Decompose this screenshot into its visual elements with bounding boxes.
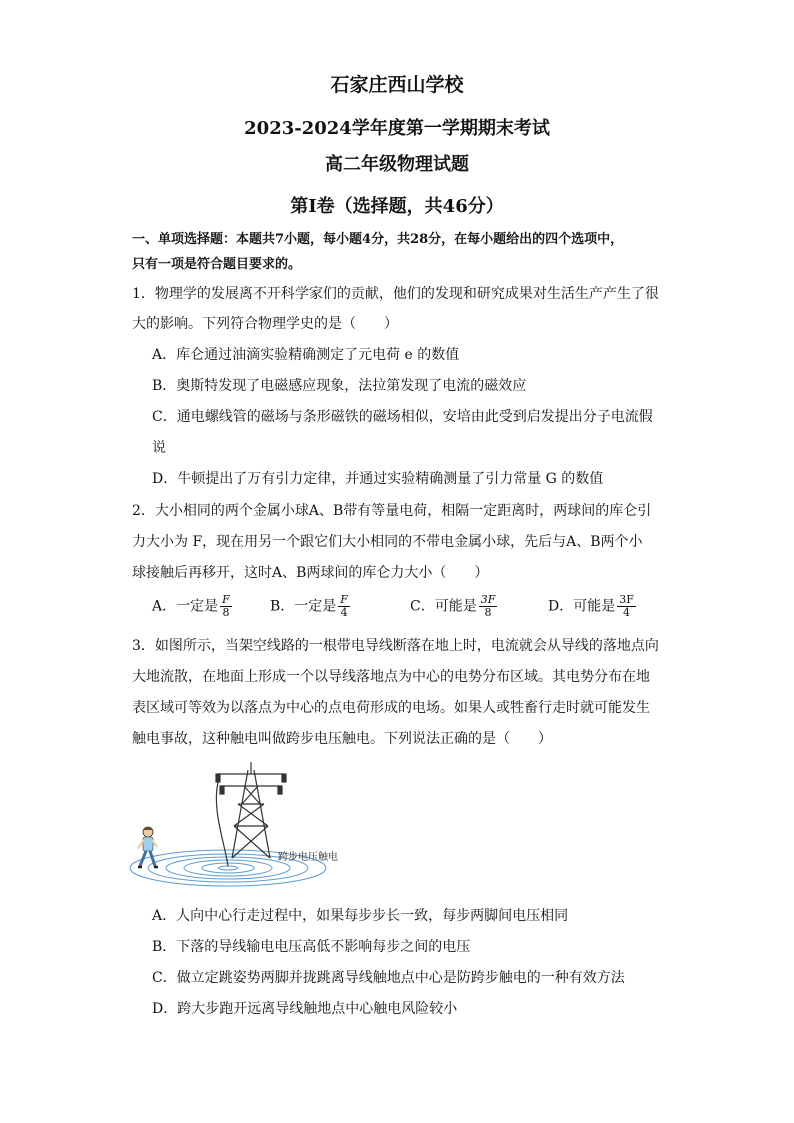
q2-option-a	[152, 594, 232, 619]
q2-option-b-numerator: F	[340, 593, 348, 606]
q2-option-d-fraction	[617, 594, 636, 619]
q1-option-d: D．牛顿提出了万有引力定律，并通过实验精确测量了引力常量 G 的数值	[152, 471, 604, 487]
q2-option-c-numerator: 3F	[480, 593, 496, 606]
q2-option-d-numerator: 3F	[619, 593, 634, 606]
q1-stem-line1: 1．物理学的发展离不开科学家们的贡献，他们的发现和研究成果对生活生产产生了很	[132, 286, 659, 302]
q2-option-d-prefix: D．可能是	[548, 598, 616, 615]
section-instruction-line1: 一、单项选择题：本题共7小题，每小题4分，共28分，在每小题给出的四个选项中，	[132, 232, 624, 247]
q2-option-b	[270, 594, 350, 619]
q3-option-b: B．下落的导线输电电压高低不影响每步之间的电压	[152, 939, 471, 955]
q2-option-c-denominator: 8	[484, 606, 492, 619]
q3-stem-line2: 大地流散，在地面上形成一个以导线落地点为中心的电势分布区域。其电势分布在地	[132, 669, 650, 685]
q3-stem-line3: 表区域可等效为以落点为中心的点电荷形成的电场。如果人或牲畜行走时就可能发生	[132, 700, 650, 716]
q2-option-a-prefix: A．一定是	[152, 598, 219, 615]
q1-option-b: B．奥斯特发现了电磁感应现象，法拉第发现了电流的磁效应	[152, 378, 527, 394]
q2-stem-line1: 2．大小相同的两个金属小球A、B带有等量电荷，相隔一定距离时，两球间的库仑引	[132, 503, 652, 519]
q3-option-a: A．人向中心行走过程中，如果每步步长一致，每步两脚间电压相同	[152, 908, 569, 924]
transmission-tower-icon	[216, 762, 286, 858]
q2-option-a-denominator: 8	[222, 606, 230, 619]
term-title: 2023-2024学年度第一学期期末考试	[244, 118, 550, 139]
section-instruction-line2: 只有一项是符合题目要求的。	[132, 257, 302, 272]
figure-label: 跨步电压触电	[278, 852, 338, 863]
q1-option-a: A．库仑通过油滴实验精确测定了元电荷 e 的数值	[152, 347, 460, 363]
q3-option-c: C．做立定跳姿势两脚并拢跳离导线触地点中心是防跨步触电的一种有效方法	[152, 970, 625, 986]
q2-option-d	[548, 594, 636, 619]
walking-person-icon	[138, 827, 158, 867]
q2-option-a-numerator: F	[222, 593, 230, 606]
q2-stem-line3: 球接触后再移开，这时A、B两球间的库仑力大小（ ）	[132, 565, 489, 581]
q2-option-b-denominator: 4	[340, 606, 348, 619]
subject-title: 高二年级物理试题	[325, 154, 469, 175]
school-title: 石家庄西山学校	[330, 74, 464, 96]
q2-option-b-prefix: B．一定是	[270, 598, 337, 615]
q2-option-c-prefix: C．可能是	[410, 598, 477, 615]
q3-stem-line4: 触电事故，这种触电叫做跨步电压触电。下列说法正确的是（ ）	[132, 731, 552, 747]
q1-option-c-line2: 说	[152, 440, 166, 456]
q2-stem-line2: 力大小为 F，现在用另一个跟它们大小相同的不带电金属小球，先后与A、B两个小	[132, 534, 643, 550]
q1-stem-line2: 大的影响。下列符合物理学史的是（ ）	[132, 316, 398, 332]
q3-stem-line1: 3．如图所示，当架空线路的一根带电导线断落在地上时，电流就会从导线的落地点向	[132, 638, 659, 654]
volume-title: 第Ⅰ卷（选择题，共46分）	[290, 196, 504, 217]
q2-option-b-fraction	[338, 594, 350, 619]
q2-option-a-fraction	[220, 594, 232, 619]
step-voltage-figure	[128, 760, 368, 890]
q2-option-d-denominator: 4	[623, 606, 631, 619]
q3-option-d: D．跨大步跑开远离导线触地点中心触电风险较小	[152, 1001, 458, 1017]
q2-option-c	[410, 594, 497, 619]
q1-option-c-line1: C．通电螺线管的磁场与条形磁铁的磁场相似，安培由此受到启发提出分子电流假	[152, 409, 653, 425]
q2-option-c-fraction	[479, 594, 498, 619]
